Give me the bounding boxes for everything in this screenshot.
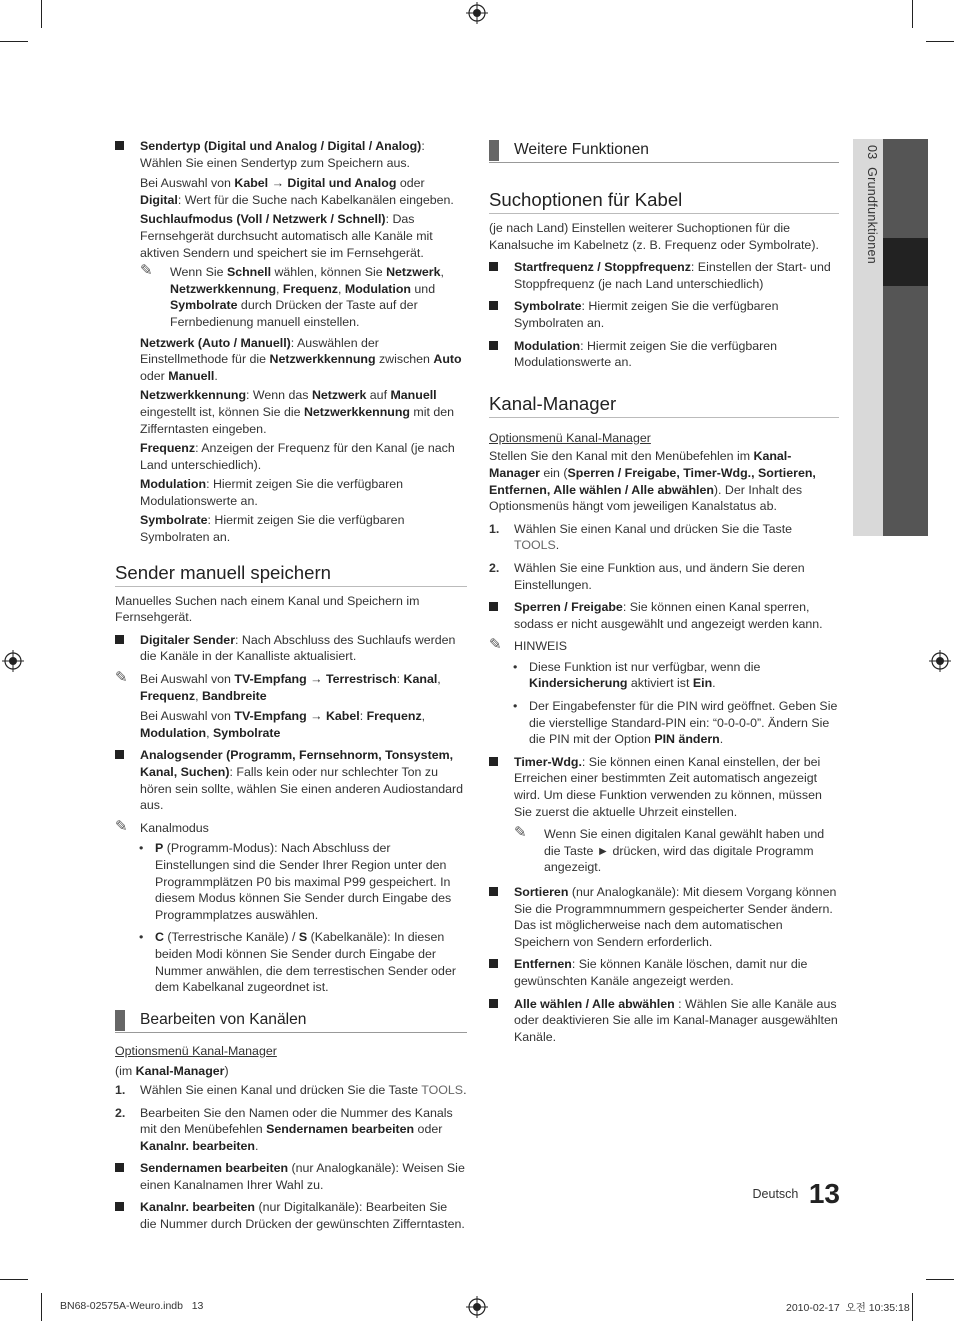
- side-tab-active: [883, 238, 928, 286]
- note: ✎ Kanalmodus: [115, 817, 209, 835]
- paragraph: Manuelles Suchen nach einem Kanal und Speichern im Fernsehgerät.: [115, 593, 420, 625]
- subsection-title: Weitere Funktionen: [489, 140, 839, 163]
- bullet-item: • Der Eingabefenster für die PIN wird geöffnet. Geben Sie die vierstellige Standard-PIN ein: “0-0-0-0”. Ändern Sie die PIN mit der Option PIN ändern.: [513, 699, 838, 747]
- note: ✎ Bei Auswahl von TV-Empfang → Terrestrisch: Kanal, Frequenz, Bandbreite: [115, 669, 441, 703]
- pencil-icon: ✎: [489, 636, 502, 654]
- list-item: Sperren / Freigabe: Sie können einen Kanal sperren, sodass er nicht ausgewählt und angezeigt werden kann.: [489, 599, 839, 632]
- bullet-item: • C (Terrestrische Kanäle) / S (Kabelkanäle): In diesen beiden Modi können Sie Sender durch Eingabe der Nummer anwählen, die dem terrestischen Sender oder dem Kabelkanal zugeordnet ist.: [139, 930, 456, 995]
- list-item: Startfrequenz / Stoppfrequenz: Einstellen der Start- und Stoppfrequenz (je nach Land unterschiedlich): [489, 259, 839, 292]
- step-item: 2. Bearbeiten Sie den Namen oder die Nummer des Kanals mit den Menübefehlen Sendernamen bearbeiten oder Kanalnr. bearbeiten.: [115, 1105, 453, 1153]
- paragraph: (je nach Land) Einstellen weiterer Suchoptionen für die Kanalsuche im Kabelnetz (z. B. Frequenz oder Symbolrate).: [489, 221, 819, 252]
- list-item: Sendernamen bearbeiten (nur Analogkanäle): Weisen Sie einen Kanalnamen Ihrer Wahl zu.: [115, 1160, 467, 1193]
- section-title: Kanal-Manager: [489, 393, 839, 418]
- paragraph: Suchlaufmodus (Voll / Netzwerk / Schnell): Das Fernsehgerät durchsucht automatisch alle Kanäle mit aktiven Sendern und speichert sie im Fernsehgerät.: [140, 212, 433, 260]
- right-column: [489, 138, 839, 1051]
- section-title: Sender manuell speichern: [115, 562, 467, 587]
- registration-mark-icon: [2, 650, 24, 672]
- paragraph: (im Kanal-Manager): [115, 1064, 229, 1079]
- subsection-title: Bearbeiten von Kanälen: [115, 1010, 467, 1033]
- crop-mark: [41, 0, 42, 28]
- paragraph: Bei Auswahl von TV-Empfang → Kabel: Frequenz, Modulation, Symbolrate: [140, 709, 426, 740]
- paragraph: Netzwerkkennung: Wenn das Netzwerk auf Manuell eingestellt ist, können Sie die Netzwerkkennung mit den Zifferntasten eingeben.: [140, 388, 455, 436]
- crop-mark: [926, 41, 954, 42]
- list-item: Kanalnr. bearbeiten (nur Digitalkanäle): Bearbeiten Sie die Nummer durch Drücken der gewünschten Zifferntasten.: [115, 1199, 467, 1232]
- list-item: Modulation: Hiermit zeigen Sie die verfügbaren Modulationswerte an.: [489, 338, 839, 371]
- paragraph: Netzwerk (Auto / Manuell): Auswählen der Einstellmethode für die Netzwerkkennung zwischen Auto oder Manuell.: [140, 335, 462, 383]
- paragraph: Modulation: Hiermit zeigen Sie die verfügbaren Modulationswerte an.: [140, 477, 404, 508]
- pencil-icon: ✎: [115, 669, 128, 687]
- list-item: Analogsender (Programm, Fernsehnorm, Tonsystem, Kanal, Suchen): Falls kein oder nur schlechter Ton zu hören sein sollte, wählen Sie einen anderen Audiostandard aus.: [115, 747, 467, 813]
- registration-mark-icon: [466, 1296, 488, 1318]
- paragraph: Frequenz: Anzeigen der Frequenz für den Kanal (je nach Land unterschiedlich).: [140, 441, 455, 472]
- crop-mark: [41, 1293, 42, 1321]
- options-label: Optionsmenü Kanal-Manager: [115, 1043, 277, 1058]
- note: ✎ HINWEIS: [489, 636, 568, 654]
- step-item: 2. Wählen Sie eine Funktion aus, und ändern Sie deren Einstellungen.: [489, 560, 805, 592]
- crop-mark: [0, 1279, 28, 1280]
- note: ✎ Wenn Sie einen digitalen Kanal gewählt haben und die Taste ► drücken, wird das digitale Programm angezeigt.: [514, 824, 825, 875]
- pencil-icon: ✎: [140, 262, 153, 280]
- crop-mark: [912, 0, 913, 28]
- print-slug-date: 2010-02-17 오전 10:35:18: [786, 1302, 910, 1314]
- bullet-item: • Diese Funktion ist nur verfügbar, wenn die Kindersicherung aktiviert ist Ein.: [513, 659, 761, 691]
- print-slug-file: BN68-02575A-Weuro.indb 13: [60, 1300, 204, 1312]
- side-tab-label: [857, 145, 879, 305]
- list-item: Sortieren (nur Analogkanäle): Mit diesem Vorgang können Sie die Programmnummern gespeicherter Sender ändern. Das ist möglicherweise nach dem automatischen Speichern von Sendern erforderlich.: [489, 884, 839, 950]
- bullet-item: • P (Programm-Modus): Nach Abschluss der Einstellungen sind die Sender Ihrer Region unter den Programmplätzen P0 bis maximal P99 gespeichert. In diesem Modus können Sie Sender durch Eingabe des Programmplatzes auswählen.: [139, 841, 452, 922]
- options-label: Optionsmenü Kanal-Manager: [489, 430, 651, 445]
- paragraph: Bei Auswahl von Kabel → Digital und Analog oder Digital: Wert für die Suche nach Kabelkanälen eingeben.: [140, 176, 454, 207]
- note: ✎ Wenn Sie Schnell wählen, können Sie Netzwerk, Netzwerkkennung, Frequenz, Modulation und Symbolrate durch Drücken der Taste auf der Fernbedienung manuell einstellen.: [140, 262, 444, 329]
- registration-mark-icon: [929, 650, 951, 672]
- step-item: 1. Wählen Sie einen Kanal und drücken Sie die Taste TOOLS.: [115, 1082, 467, 1097]
- list-item: Sendertyp (Digital und Analog / Digital / Analog): Wählen Sie einen Sendertyp zum Speichern aus.: [115, 138, 467, 171]
- registration-mark-icon: [466, 2, 488, 24]
- step-item: 1. Wählen Sie einen Kanal und drücken Sie die Taste TOOLS.: [489, 521, 793, 553]
- list-item: Timer-Wdg.: Sie können einen Kanal einstellen, der bei Erreichen einer bestimmten Zeit automatisch angezeigt wird. Um diese Funktion verwenden zu können, müssen Sie zuerst die aktuelle Uhrzeit einstellen.: [489, 754, 839, 820]
- list-item: Symbolrate: Hiermit zeigen Sie die verfügbaren Symbolraten an.: [489, 298, 839, 331]
- paragraph: Stellen Sie den Kanal mit den Menübefehlen im Kanal-Manager ein (Sperren / Freigabe, Timer-Wdg., Sortieren, Entfernen, Alle wählen / Alle abwählen). Der Inhalt des Optionsmenüs hängt vom jeweiligen Kanalstatus ab.: [489, 449, 816, 514]
- crop-mark: [0, 41, 28, 42]
- section-title: Suchoptionen für Kabel: [489, 189, 839, 214]
- list-item: Entfernen: Sie können Kanäle löschen, damit nur die gewünschten Kanäle angezeigt werden.: [489, 956, 839, 989]
- crop-mark: [912, 1293, 913, 1321]
- page-footer: [700, 1178, 840, 1212]
- chapter-label: Grundfunktionen: [865, 167, 879, 264]
- paragraph: Symbolrate: Hiermit zeigen Sie die verfügbaren Symbolraten an.: [140, 513, 405, 545]
- language-label: Deutsch: [752, 1187, 799, 1201]
- pencil-icon: ✎: [115, 817, 128, 835]
- chapter-number: 03: [865, 145, 879, 160]
- left-column: [115, 138, 467, 1239]
- list-item: Alle wählen / Alle abwählen : Wählen Sie alle Kanäle aus oder deaktivieren Sie alle im Kanal-Manager ausgewählten Kanäle.: [489, 996, 839, 1046]
- list-item: Digitaler Sender: Nach Abschluss des Suchlaufs werden die Kanäle in der Kanalliste aktualisiert.: [115, 632, 467, 665]
- side-tab-dark: [883, 139, 928, 536]
- page-number: 13: [808, 1178, 840, 1209]
- crop-mark: [926, 1279, 954, 1280]
- pencil-icon: ✎: [514, 824, 527, 842]
